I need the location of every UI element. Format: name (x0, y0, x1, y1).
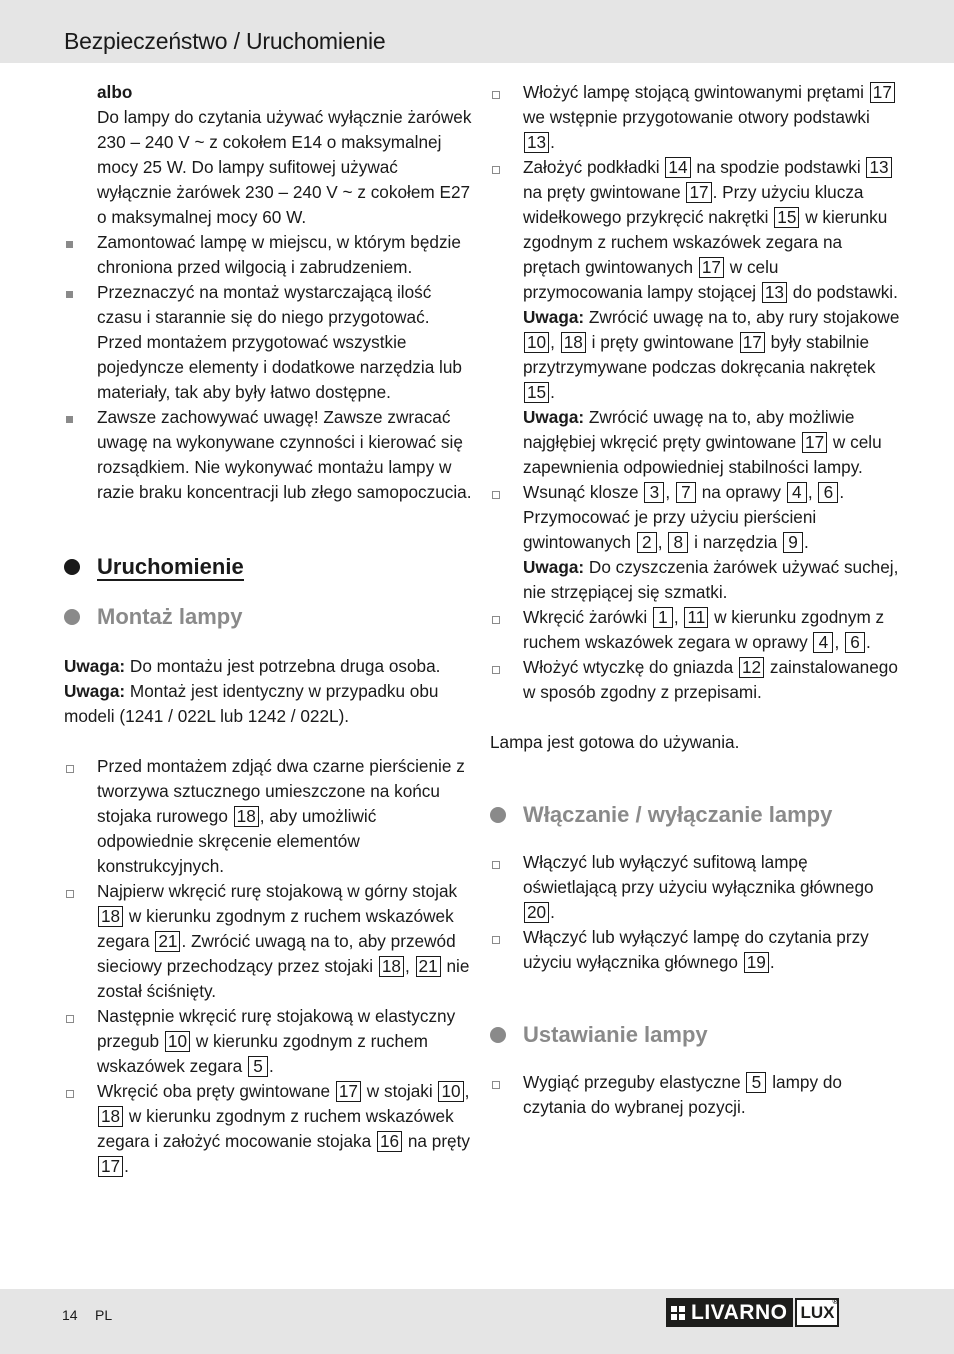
step-8: Wkręcić żarówki 1 , 11 w kierunku zgodnym z ruchem wskazówek zegara w oprawy 4 , 6 . (490, 605, 900, 655)
albo-label: albo (97, 82, 133, 102)
page-title: Bezpieczeństwo / Uruchomienie (64, 28, 386, 54)
step-6: Założyć podkładki 14 na spodzie podstawki 13 na pręty gwintowane 17 . Przy użyciu klucza widełkowego przykręcić nakrętki 15 w kierunku zgodnym z ruchem wskazówek zegara na prętach gwintowanych 17 w celu przymocowania lampy stojącej 13 do podstawki. Uwaga: Zwrócić uwagę na to, aby rury stojakowe 10 , 18 i pręty gwintowane 17 były stabilnie przytrzymywane podczas dokręcania nakrętek 15 . Uwaga: Zwrócić uwagę na to, aby możliwie najgłębiej wkręcić pręty gwintowane 17 w celu zapewnienia odpowiedniej stabilności lampy. (490, 155, 900, 480)
bullet-icon (490, 807, 506, 823)
logo-main: LIVARNO (666, 1298, 793, 1327)
step-3: Następnie wkręcić rurę stojakową w elastyczny przegub 10 w kierunku zgodnym z ruchem wskazówek zegara 5 . (64, 1004, 474, 1079)
section-montaz: Montaż lampy (64, 602, 474, 632)
step-9: Włożyć wtyczkę do gniazda 12 zainstalowanego w sposób zgodny z przepisami. (490, 655, 900, 705)
right-column (490, 80, 900, 1120)
logo-squares-icon (671, 1306, 685, 1320)
step-2: Najpierw wkręcić rurę stojakową w górny stojak 18 w kierunku zgodnym z ruchem wskazówek zegara 21 . Zwrócić uwagą na to, aby przewód sieciowy przechodzący przez stojaki 18 , 21 nie został ściśnięty. (64, 879, 474, 1004)
logo-lux: LUX ® (795, 1298, 839, 1327)
page-header (0, 0, 954, 63)
albo-text: Do lampy do czytania używać wyłącznie żarówek 230 – 240 V ~ z cokołem E14 o maksymalnej mocy 25 W. Do lampy sufitowej używać wyłącznie żarówek 230 – 240 V ~ z cokołem E27 o maksymalnej mocy 60 W. (97, 107, 472, 227)
page-number: 14 (62, 1307, 78, 1323)
step-5: Włożyć lampę stojącą gwintowanymi prętami 17 we wstępnie przygotowanie otwory podstawki 13 . (490, 80, 900, 155)
ready-text: Lampa jest gotowa do używania. (490, 732, 740, 752)
bullet-icon (64, 609, 80, 625)
language-code: PL (95, 1307, 113, 1323)
list-item: Zamontować lampę w miejscu, w którym będzie chroniona przed wilgocią i zabrudzeniem. (64, 230, 474, 280)
switch-2: Włączyć lub wyłączyć lampę do czytania przy użyciu wyłącznika głównego 19 . (490, 925, 900, 975)
left-column (64, 80, 474, 1179)
albo-block (64, 80, 474, 230)
step-4: Wkręcić oba pręty gwintowane 17 w stojaki 10 , 18 w kierunku zgodnym z ruchem wskazówek zegara i założyć mocowanie stojaka 16 na pręty 17 . (64, 1079, 474, 1179)
step-7: Wsunąć klosze 3 , 7 na oprawy 4 , 6 . Przymocować je przy użyciu pierścieni gwintowanych 2 , 8 i narzędzia 9 . Uwaga: Do czyszczenia żarówek używać suchej, nie strzępiącej się szmatki. (490, 480, 900, 605)
brand-logo (666, 1298, 839, 1327)
bullet-icon (64, 559, 80, 575)
section-adjust: Ustawianie lampy (490, 1020, 900, 1050)
list-item: Zawsze zachowywać uwagę! Zawsze zwracać uwagę na wykonywane czynności i kierować się rozsądkiem. Nie wykonywać montażu lampy w razie braku koncentracji lub złego samopoczucia. (64, 405, 474, 505)
switch-1: Włączyć lub wyłączyć sufitową lampę oświetlającą przy użyciu wyłącznika głównego 20 . (490, 850, 900, 925)
list-item: Przeznaczyć na montaż wystarczającą ilość czasu i starannie się do niego przygotować. Przed montażem przygotować wszystkie pojedyncze elementy i dodatkowe narzędzia lub materiały, tak aby były łatwo dostępne. (64, 280, 474, 405)
bullet-icon (490, 1027, 506, 1043)
note-1: Uwaga: Do montażu jest potrzebna druga osoba. (64, 656, 441, 676)
note-2: Uwaga: Montaż jest identyczny w przypadku obu modeli (1241 / 022L lub 1242 / 022L). (64, 681, 439, 726)
step-1: Przed montażem zdjąć dwa czarne pierścienie z tworzywa sztucznego umieszczone na końcu stojaka rurowego 18 , aby umożliwić odpowiednie skręcenie elementów konstrukcyjnych. (64, 754, 474, 879)
section-switch: Włączanie / wyłączanie lampy (490, 800, 900, 830)
section-uruchomienie: Uruchomienie (64, 552, 474, 582)
adjust-1: Wygiąć przeguby elastyczne 5 lampy do czytania do wybranej pozycji. (490, 1070, 900, 1120)
